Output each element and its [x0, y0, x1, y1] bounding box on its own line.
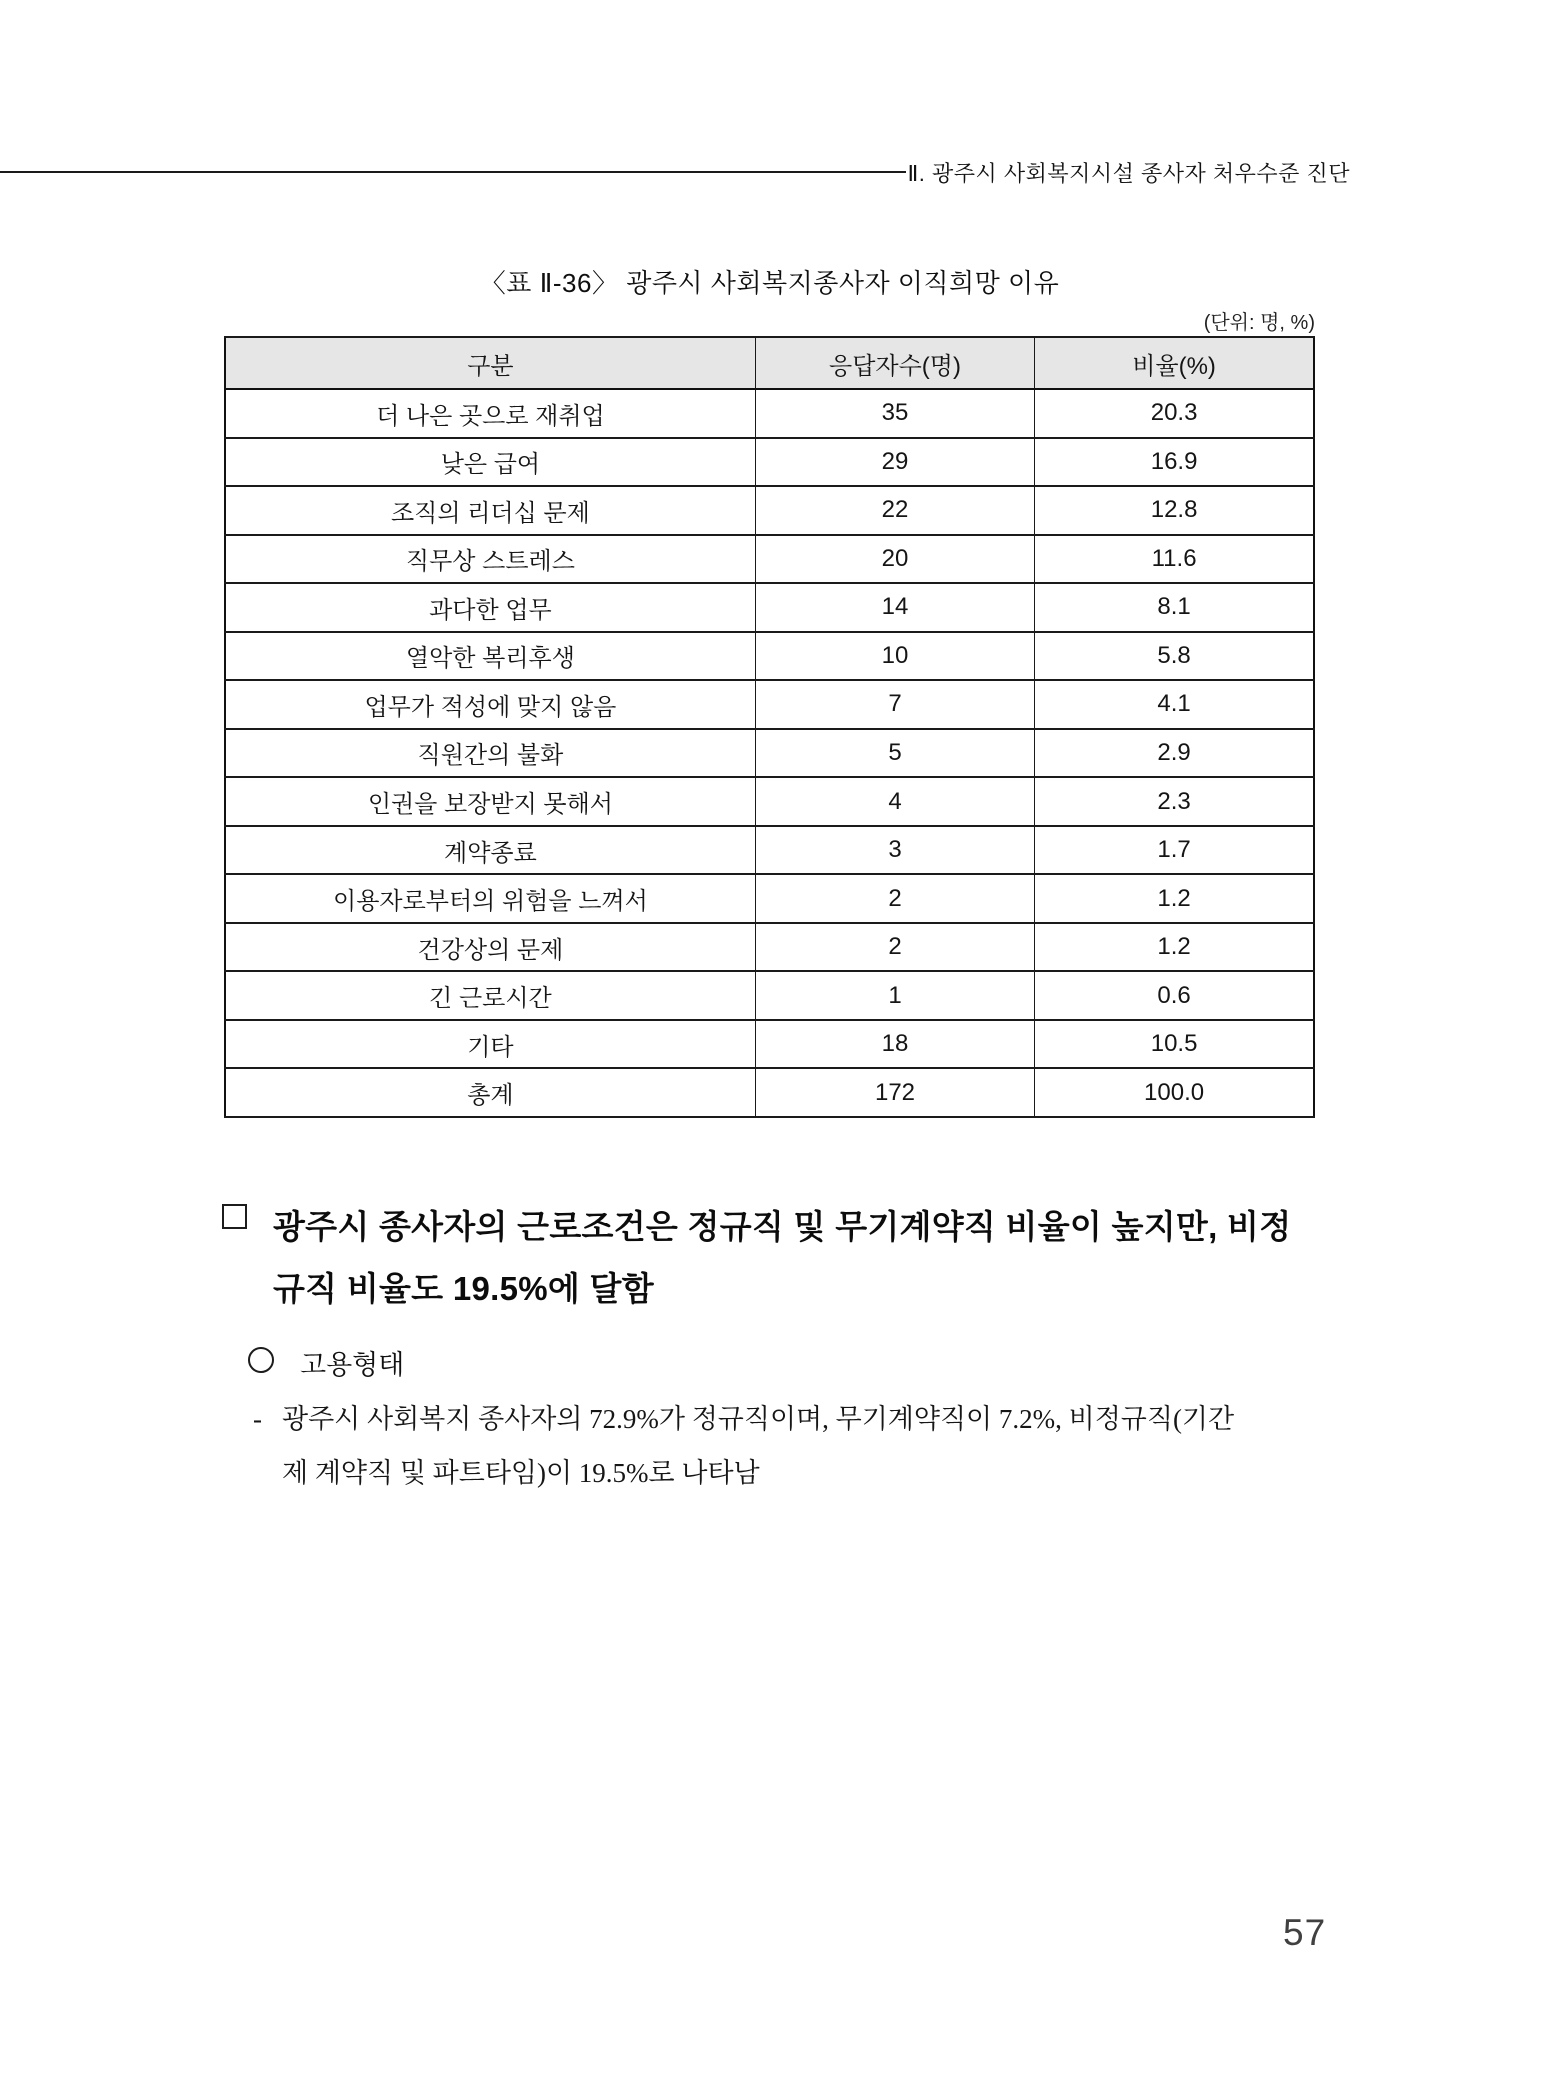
row-respondents: 7 [755, 680, 1034, 729]
table-row [225, 632, 1314, 681]
detail-line2: 제 계약직 및 파트타임)이 19.5%로 나타남 [282, 1458, 760, 1488]
row-ratio: 4.1 [1035, 680, 1314, 729]
row-respondents: 10 [755, 632, 1034, 681]
row-ratio: 1.2 [1035, 874, 1314, 923]
row-respondents: 18 [755, 1020, 1034, 1069]
row-label: 과다한 업무 [225, 583, 755, 632]
row-ratio: 8.1 [1035, 583, 1314, 632]
table-row [225, 680, 1314, 729]
table-unit-note: (단위: 명, %) [1203, 312, 1315, 334]
page-number: 57 [1283, 1912, 1327, 1953]
row-respondents: 3 [755, 826, 1034, 875]
survey-table [224, 336, 1315, 1118]
finding-heading-line1: 광주시 종사자의 근로조건은 정규직 및 무기계약직 비율이 높지만, 비정 [273, 1208, 1292, 1245]
table-row [225, 438, 1314, 487]
row-label: 업무가 적성에 맞지 않음 [225, 680, 755, 729]
table-row [225, 1020, 1314, 1069]
table-body [225, 389, 1314, 1117]
detail-line1: 광주시 사회복지 종사자의 72.9%가 정규직이며, 무기계약직이 7.2%, 비정규직(기간 [282, 1404, 1235, 1434]
row-label: 총계 [225, 1068, 755, 1117]
table-row [225, 826, 1314, 875]
row-respondents: 2 [755, 923, 1034, 972]
table-row [225, 777, 1314, 826]
row-label: 계약종료 [225, 826, 755, 875]
table-title: 〈표 Ⅱ-36〉 광주시 사회복지종사자 이직희망 이유 [479, 268, 1060, 298]
row-label: 이용자로부터의 위험을 느껴서 [225, 874, 755, 923]
header-rule [0, 171, 906, 173]
table-row [225, 729, 1314, 778]
table-row [225, 486, 1314, 535]
column-header-category: 구분 [225, 337, 755, 389]
finding-heading [273, 1196, 1363, 1320]
detail-paragraph [282, 1392, 1382, 1500]
column-header-ratio: 비율(%) [1035, 337, 1314, 389]
row-respondents: 14 [755, 583, 1034, 632]
table-row [225, 535, 1314, 584]
row-respondents: 22 [755, 486, 1034, 535]
row-ratio: 1.2 [1035, 923, 1314, 972]
row-label: 낮은 급여 [225, 438, 755, 487]
row-label: 건강상의 문제 [225, 923, 755, 972]
row-ratio: 20.3 [1035, 389, 1314, 438]
row-label: 기타 [225, 1020, 755, 1069]
row-ratio: 2.3 [1035, 777, 1314, 826]
row-ratio: 2.9 [1035, 729, 1314, 778]
row-respondents: 4 [755, 777, 1034, 826]
row-label: 긴 근로시간 [225, 971, 755, 1020]
running-header: Ⅱ. 광주시 사회복지시설 종사자 처우수준 진단 [907, 161, 1350, 186]
dash-bullet-icon: - [253, 1404, 262, 1434]
row-ratio: 100.0 [1035, 1068, 1314, 1117]
row-respondents: 172 [755, 1068, 1034, 1117]
row-respondents: 5 [755, 729, 1034, 778]
finding-heading-line2: 규직 비율도 19.5%에 달함 [273, 1270, 654, 1307]
table-row [225, 874, 1314, 923]
row-label: 조직의 리더십 문제 [225, 486, 755, 535]
row-respondents: 35 [755, 389, 1034, 438]
table-row [225, 389, 1314, 438]
row-label: 인권을 보장받지 못해서 [225, 777, 755, 826]
row-ratio: 11.6 [1035, 535, 1314, 584]
row-ratio: 16.9 [1035, 438, 1314, 487]
row-ratio: 5.8 [1035, 632, 1314, 681]
table-row [225, 923, 1314, 972]
row-label: 직무상 스트레스 [225, 535, 755, 584]
square-bullet-icon [222, 1204, 247, 1229]
row-ratio: 0.6 [1035, 971, 1314, 1020]
table-row [225, 1068, 1314, 1117]
table-row [225, 583, 1314, 632]
table-row [225, 971, 1314, 1020]
row-label: 직원간의 불화 [225, 729, 755, 778]
sub-bullet-label: 고용형태 [300, 1350, 405, 1380]
row-label: 더 나은 곳으로 재취업 [225, 389, 755, 438]
row-ratio: 12.8 [1035, 486, 1314, 535]
row-respondents: 29 [755, 438, 1034, 487]
row-respondents: 2 [755, 874, 1034, 923]
column-header-respondents: 응답자수(명) [755, 337, 1034, 389]
circle-bullet-icon [248, 1347, 274, 1373]
row-ratio: 10.5 [1035, 1020, 1314, 1069]
row-ratio: 1.7 [1035, 826, 1314, 875]
row-respondents: 20 [755, 535, 1034, 584]
table-header-row [225, 337, 1314, 389]
row-respondents: 1 [755, 971, 1034, 1020]
row-label: 열악한 복리후생 [225, 632, 755, 681]
